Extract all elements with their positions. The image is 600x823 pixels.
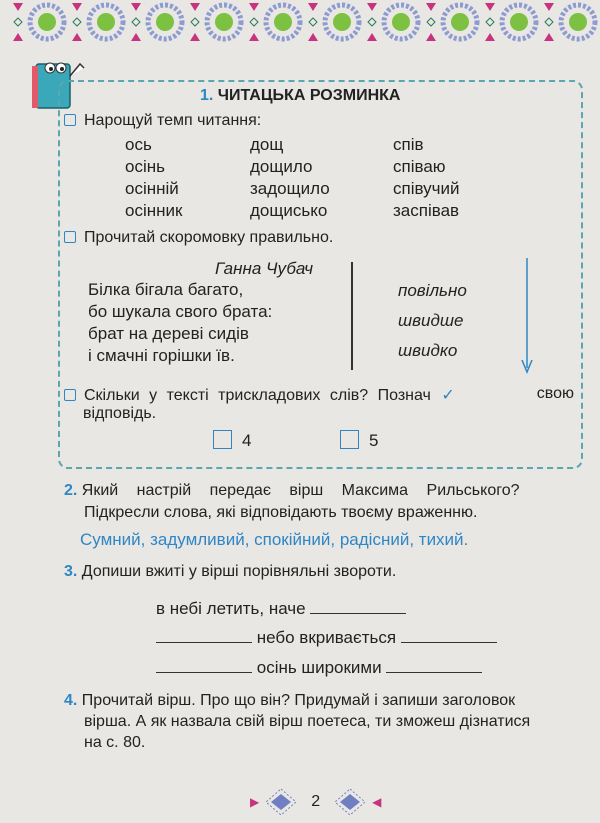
question-3 [64, 563, 396, 581]
triangle-left-icon: ◀ [372, 795, 382, 809]
fill-line-1 [156, 599, 406, 619]
triangle-ornament [544, 33, 554, 41]
practice-word: співучий [393, 179, 460, 198]
task-text: Нарощуй темп читання: [84, 112, 262, 129]
practice-word: осінь [125, 157, 165, 176]
phrase-text: осінь широкими [256, 658, 382, 677]
practice-word: задощило [250, 179, 330, 198]
practice-word: дощ [250, 135, 284, 154]
divider-line [351, 262, 353, 370]
question-2 [64, 482, 520, 500]
triangle-ornament [131, 33, 141, 41]
triangle-ornament [249, 33, 259, 41]
green-dot-ornament [97, 13, 115, 31]
practice-word: ось [125, 135, 152, 154]
poem-author: Ганна Чубач [215, 259, 314, 278]
bullet-checkbox-icon [64, 389, 76, 401]
option-label: 4 [242, 431, 252, 450]
triangle-ornament [426, 3, 436, 11]
task-text: Скільки у тексті трискладових слів? Познач [84, 387, 431, 404]
triangle-ornament [72, 33, 82, 41]
triangle-ornament [131, 3, 141, 11]
diamond-ornament [191, 18, 199, 26]
task-text: свою [536, 385, 574, 402]
triangle-ornament [308, 33, 318, 41]
triangle-ornament [367, 33, 377, 41]
diamond-ornament [486, 18, 494, 26]
question-text: Який настрій передає вірш Максима Рильського? [81, 482, 520, 499]
triangle-right-icon: ▶ [250, 795, 260, 809]
triangle-ornament [72, 3, 82, 11]
diamond-ornament [368, 18, 376, 26]
answer-blank[interactable] [310, 599, 406, 614]
section-title [200, 87, 400, 105]
question-4 [64, 692, 515, 710]
option-label: 5 [369, 431, 379, 450]
answer-blank[interactable] [386, 658, 482, 673]
practice-word: дощило [250, 157, 313, 176]
task-warmup [64, 112, 261, 130]
diamond-ornament [14, 18, 22, 26]
question-text: на с. 80. [84, 734, 146, 751]
triangle-ornament [249, 3, 259, 11]
phrase-text: небо вкривається [256, 628, 397, 647]
green-dot-ornament [156, 13, 174, 31]
fill-line-3 [156, 658, 482, 678]
diamond-ornament [427, 18, 435, 26]
practice-word: осінній [125, 179, 179, 198]
triangle-ornament [485, 33, 495, 41]
answer-checkbox[interactable] [213, 430, 232, 449]
question-number: 4. [64, 692, 78, 709]
poem-line: брат на дереві сидів [88, 324, 249, 343]
answer-checkbox[interactable] [340, 430, 359, 449]
diamond-ornament-icon [265, 788, 297, 816]
question-text: Підкресли слова, які відповідають твоєму враженню. [84, 504, 478, 521]
fill-line-2 [156, 628, 497, 648]
task-count-syllables [64, 385, 574, 405]
arrow-down-icon [520, 256, 534, 374]
diamond-ornament [250, 18, 258, 26]
green-dot-ornament [274, 13, 292, 31]
triangle-ornament [485, 3, 495, 11]
question-number: 3. [64, 563, 78, 580]
section-number: 1. [200, 87, 214, 104]
diamond-ornament [132, 18, 140, 26]
green-dot-ornament [569, 13, 587, 31]
tempo-label: швидше [398, 311, 464, 330]
section-title-text: ЧИТАЦЬКА РОЗМИНКА [217, 87, 401, 104]
diamond-ornament [73, 18, 81, 26]
phrase-text: в небі летить, наче [156, 599, 306, 618]
mood-words[interactable]: Сумний, задумливий, спокійний, радісний, тихий. [80, 530, 469, 549]
triangle-ornament [13, 33, 23, 41]
answer-option-4[interactable] [213, 430, 251, 451]
checkmark-icon: ✓ [441, 387, 455, 404]
green-dot-ornament [215, 13, 233, 31]
green-dot-ornament [510, 13, 528, 31]
triangle-ornament [190, 33, 200, 41]
green-dot-ornament [333, 13, 351, 31]
practice-word: осінник [125, 201, 183, 220]
triangle-ornament [367, 3, 377, 11]
practice-word: дощисько [250, 201, 328, 220]
task-text: відповідь. [83, 405, 157, 422]
page-number: 2 [311, 793, 321, 810]
diamond-ornament [545, 18, 553, 26]
green-dot-ornament [392, 13, 410, 31]
answer-blank[interactable] [156, 628, 252, 643]
answer-blank[interactable] [401, 628, 497, 643]
tempo-label: швидко [398, 341, 458, 360]
task-text: Прочитай скоромовку правильно. [84, 229, 334, 246]
answer-blank[interactable] [156, 658, 252, 673]
diamond-ornament-icon [334, 788, 366, 816]
ornament-border [0, 0, 600, 42]
answer-option-5[interactable] [340, 430, 378, 451]
triangle-ornament [190, 3, 200, 11]
practice-word: співаю [393, 157, 446, 176]
question-text: Допиши вжиті у вірші порівняльні звороти. [81, 563, 397, 580]
question-number: 2. [64, 482, 78, 499]
triangle-ornament [308, 3, 318, 11]
triangle-ornament [426, 33, 436, 41]
practice-word: заспівав [393, 201, 460, 220]
triangle-ornament [544, 3, 554, 11]
practice-word: спів [393, 135, 424, 154]
green-dot-ornament [38, 13, 56, 31]
diamond-ornament [309, 18, 317, 26]
tempo-label: повільно [398, 281, 467, 300]
green-dot-ornament [451, 13, 469, 31]
poem-line: і смачні горішки їв. [88, 346, 235, 365]
question-text: вірша. А як назвала свій вірш поетеса, ти зможеш дізнатися [84, 713, 531, 730]
bullet-checkbox-icon [64, 231, 76, 243]
page-footer [250, 788, 381, 816]
poem-line: Білка бігала багато, [88, 280, 244, 299]
poem-line: бо шукала свого брата: [88, 302, 273, 321]
question-text: Прочитай вірш. Про що він? Придумай і запиши заголовок [81, 692, 516, 709]
triangle-ornament [13, 3, 23, 11]
task-tongue-twister [64, 229, 333, 247]
bullet-checkbox-icon [64, 114, 76, 126]
